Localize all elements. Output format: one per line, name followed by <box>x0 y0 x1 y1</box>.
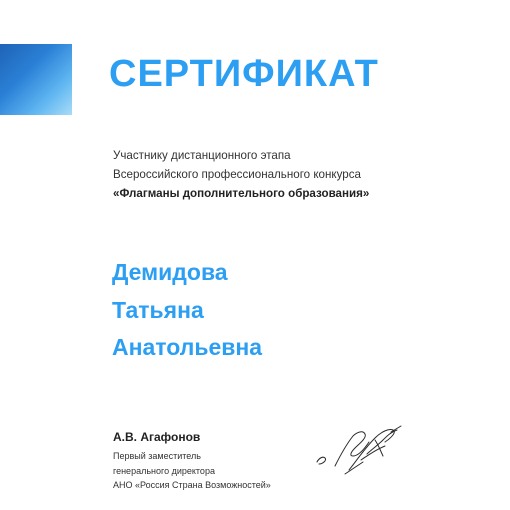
recipient-surname: Демидова <box>112 259 228 285</box>
handwritten-signature <box>305 420 415 480</box>
intro-text <box>113 146 493 203</box>
recipient-patronymic: Анатольевна <box>112 334 263 360</box>
recipient-name <box>112 254 262 367</box>
contest-name: «Флагманы дополнительного образования» <box>113 187 370 200</box>
signer-position-line-2: генерального директора <box>113 465 215 476</box>
signer-position-line-1: Первый заместитель <box>113 451 201 461</box>
signer-position-line-3: АНО «Россия Страна Возможностей» <box>113 480 271 490</box>
corner-gradient-square <box>0 44 72 115</box>
recipient-first-name: Татьяна <box>112 296 204 323</box>
signer-name: А.В. Агафонов <box>113 430 201 444</box>
certificate-title: СЕРТИФИКАТ <box>109 53 379 95</box>
intro-line-1: Участнику дистанционного этапа <box>113 149 291 162</box>
intro-line-2: Всероссийского профессионального конкурса <box>113 168 361 181</box>
